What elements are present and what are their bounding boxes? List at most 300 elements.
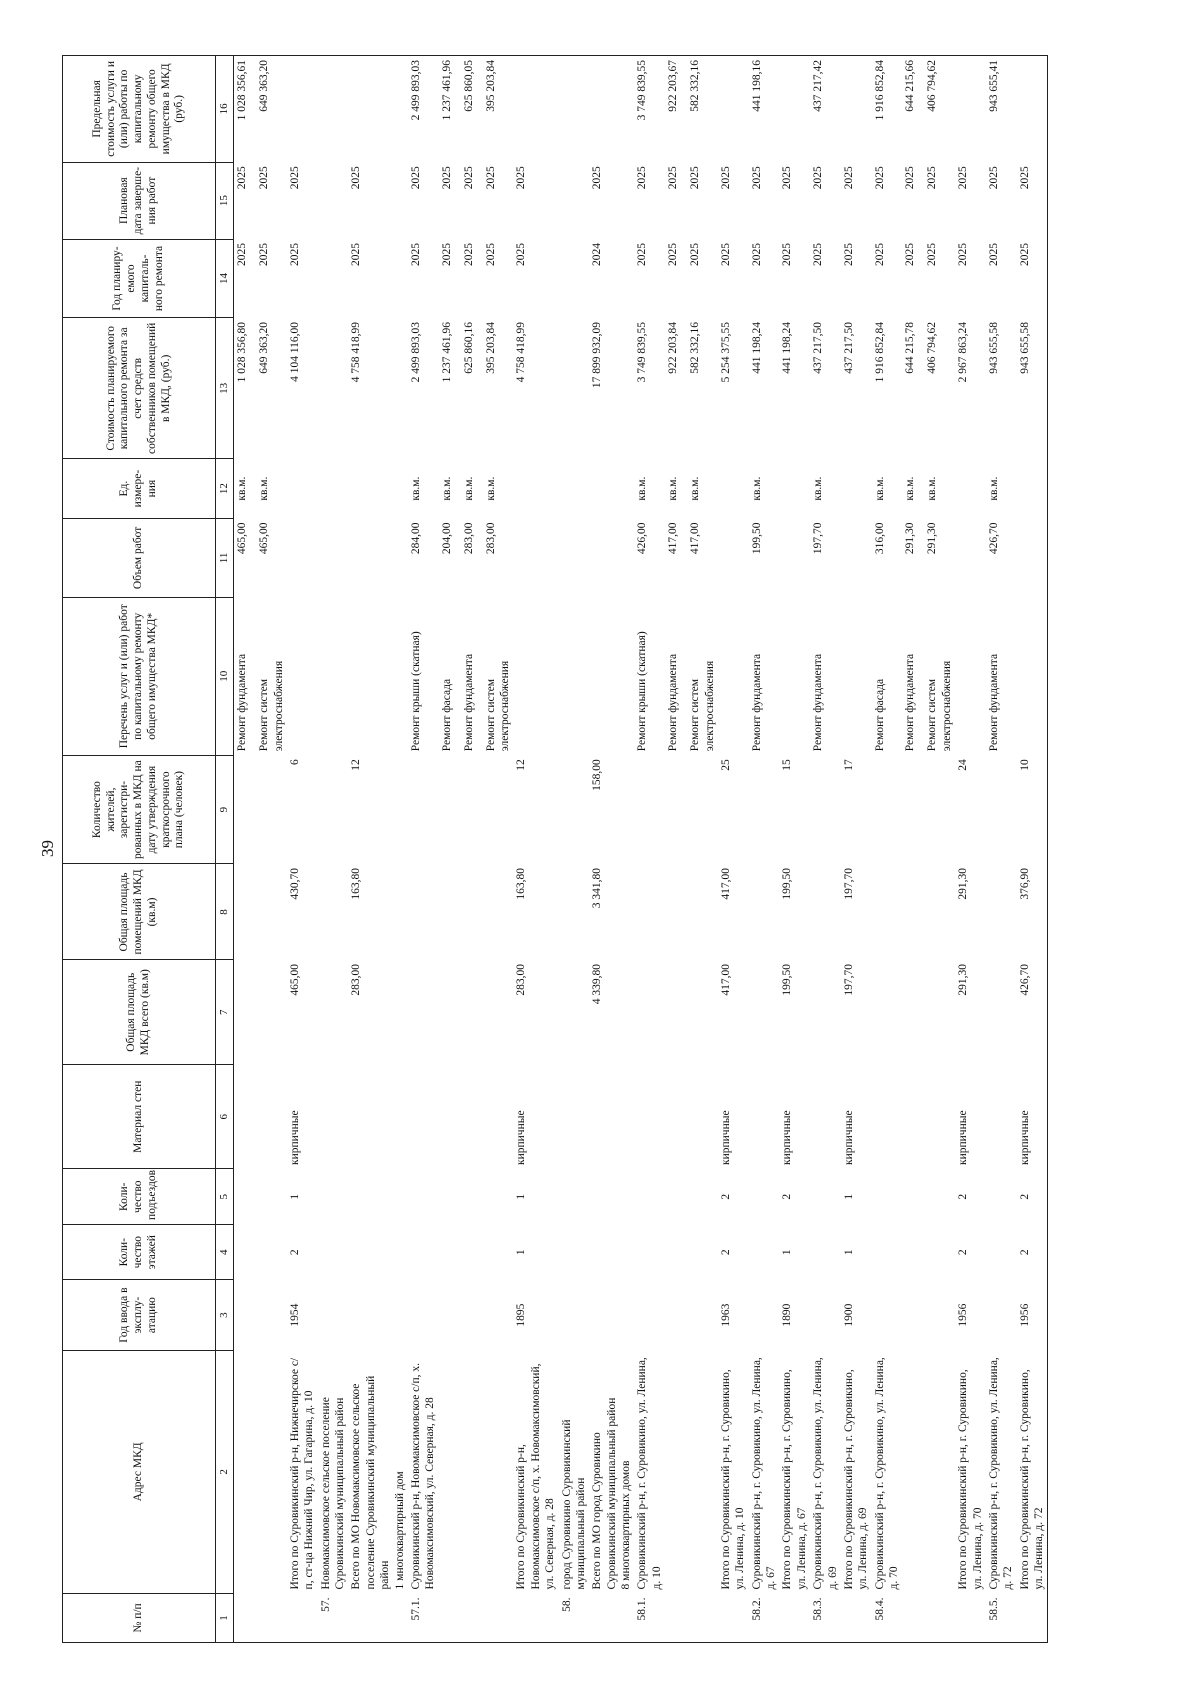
table-cell: 58. — [559, 1593, 590, 1642]
table-cell — [924, 1280, 955, 1350]
table-row — [665, 56, 687, 1643]
table-cell: кирпичные — [957, 1110, 970, 1165]
table-cell: кв.м. — [636, 476, 649, 501]
table-cell: 2025 — [462, 166, 475, 190]
table-cell: 2 — [957, 1249, 970, 1256]
table-cell: кв.м. — [258, 476, 271, 501]
table-cell: Суровикинский р-н, г. Суровикино, ул. Ленина, д. 67 — [750, 1357, 778, 1590]
table-cell — [902, 755, 924, 864]
table-cell — [902, 864, 924, 960]
table-row — [483, 56, 514, 1643]
table-cell — [559, 864, 590, 960]
table-cell — [348, 1280, 408, 1350]
table-cell: 1954 — [288, 1303, 301, 1327]
table-cell: 2025 — [440, 243, 453, 267]
table-row — [872, 56, 903, 1643]
table-cell — [810, 864, 841, 960]
table-cell — [559, 518, 590, 597]
table-cell — [955, 459, 986, 519]
table-cell: Новомаксимовское сельское поселение Суровикинский муниципальный район — [319, 1397, 347, 1590]
table-cell — [348, 518, 408, 597]
table-cell: 2025 — [288, 166, 301, 190]
table-cell — [810, 1224, 841, 1279]
table-cell: 465,00 — [288, 963, 301, 996]
table-cell — [348, 56, 408, 163]
table-cell: Итого по Суровикинский р-н, г. Суровикино, ул. Ленина, д. 69 — [842, 1369, 870, 1590]
column-header: Коли-чество подъездов — [63, 1169, 216, 1224]
table-cell: 1 — [288, 1193, 301, 1200]
column-header: Общая площадь помещений МКД (кв.м) — [63, 864, 216, 960]
table-cell: Итого по Суровикинский р-н, г. Суровикино, ул. Ленина, д. 72 — [1017, 1350, 1048, 1593]
column-header: Объем работ — [63, 518, 216, 597]
table-row — [318, 56, 349, 1643]
table-cell: 199,50 — [750, 522, 763, 555]
table-cell — [483, 1593, 514, 1642]
table-cell — [924, 1593, 955, 1642]
table-cell — [318, 56, 349, 163]
table-cell — [408, 1224, 439, 1279]
table-cell — [439, 864, 461, 960]
table-cell — [687, 1224, 718, 1279]
table-cell: 199,50 — [781, 867, 794, 900]
table-cell — [749, 755, 780, 864]
column-header: Адрес МКД — [63, 1350, 216, 1593]
table-cell — [779, 597, 810, 755]
table-cell: 2025 — [812, 243, 825, 267]
table-cell: 3 749 839,55 — [634, 56, 665, 163]
table-cell — [986, 1169, 1017, 1224]
table-cell: 1 — [515, 1193, 528, 1200]
table-cell — [408, 1169, 439, 1224]
table-cell — [589, 1224, 634, 1279]
table-cell: 922 203,67 — [665, 56, 687, 163]
table-cell: город Суровикино Суровикинский муниципальный район — [560, 1419, 587, 1590]
table-cell — [483, 1064, 514, 1169]
table-cell — [483, 755, 514, 864]
column-number: 13 — [216, 318, 234, 459]
column-number: 4 — [216, 1224, 234, 1279]
table-cell — [408, 1280, 439, 1350]
table-row — [634, 56, 665, 1643]
table-cell — [439, 1169, 461, 1224]
table-cell: 199,50 — [781, 963, 794, 996]
table-cell — [924, 960, 955, 1065]
table-cell: 291,30 — [957, 867, 970, 900]
table-cell: Итого по Суровикинский р-н, г. Суровикино, ул. Ленина, д. 67 — [781, 1369, 808, 1590]
table-cell: 17 899 932,09 — [591, 321, 604, 389]
table-cell: 316,00 — [873, 522, 886, 555]
table-cell: 2025 — [288, 243, 301, 267]
table-row — [986, 56, 1017, 1643]
table-cell: Итого по Суровикинский р-н, Нижнечирское с/п, ст-ца Нижний Чир, ул. Гагарина, д. 10 — [288, 1357, 316, 1590]
table-cell — [687, 755, 718, 864]
table-cell — [1017, 518, 1048, 597]
table-cell: 2 — [288, 1249, 301, 1256]
table-cell — [408, 960, 439, 1065]
table-cell — [955, 56, 986, 163]
table-cell: Ремонт фундамента — [904, 653, 917, 752]
table-cell: кирпичные — [719, 1110, 732, 1165]
table-cell: кв.м. — [689, 476, 702, 501]
table-cell — [559, 318, 590, 459]
table-cell — [749, 864, 780, 960]
table-row — [810, 56, 841, 1643]
table-cell — [810, 755, 841, 864]
table-cell: 2025 — [462, 243, 475, 267]
table-cell — [559, 459, 590, 519]
column-number: 8 — [216, 864, 234, 960]
table-cell — [348, 597, 408, 755]
table-cell — [687, 960, 718, 1065]
table-cell: 1956 — [957, 1303, 970, 1327]
table-cell: 2024 — [591, 243, 604, 267]
table-cell: 163,80 — [515, 867, 528, 900]
table-cell: 2025 — [636, 243, 649, 267]
table-cell — [234, 1593, 257, 1642]
table-cell: 197,70 — [842, 867, 855, 900]
table-cell — [634, 1280, 665, 1350]
table-cell — [902, 1224, 924, 1279]
table-cell: 625 860,05 — [461, 56, 483, 163]
table-cell — [318, 1224, 349, 1279]
column-header: Общая площадь МКД всего (кв.м) — [63, 960, 216, 1065]
table-cell — [348, 1224, 408, 1279]
table-cell — [902, 1280, 924, 1350]
table-cell: 426,70 — [1017, 960, 1048, 1065]
table-cell — [841, 597, 872, 755]
table-cell: 2025 — [904, 166, 917, 190]
table-cell: кирпичные — [781, 1110, 794, 1165]
table-cell: 2 — [1017, 1169, 1048, 1224]
table-cell — [348, 459, 408, 519]
column-number: 1 — [216, 1593, 234, 1642]
table-cell: 2025 — [719, 243, 732, 267]
table-cell: 2 499 893,03 — [408, 56, 439, 163]
table-cell: 1 — [515, 1249, 528, 1256]
column-number: 10 — [216, 597, 234, 755]
table-cell — [872, 1169, 903, 1224]
table-cell: Ремонт систем электроснабжения — [484, 660, 512, 752]
table-cell: 2025 — [636, 166, 649, 190]
table-cell: 1 916 852,84 — [872, 56, 903, 163]
table-cell: 406 794,62 — [924, 56, 955, 163]
table-cell — [589, 1064, 634, 1169]
table-row — [902, 56, 924, 1643]
table-cell: 4 104 116,00 — [288, 321, 301, 382]
table-cell: 4 339,80 — [591, 963, 604, 1005]
table-cell: 2025 — [667, 243, 680, 267]
table-cell: кв.м. — [873, 476, 886, 501]
table-cell — [234, 960, 257, 1065]
table-cell: 644 215,66 — [902, 56, 924, 163]
table-cell: 12 — [350, 759, 363, 771]
table-cell: 2 499 893,03 — [409, 321, 422, 383]
table-cell — [439, 1350, 461, 1593]
table-cell: 1 — [781, 1249, 794, 1256]
table-cell — [287, 56, 318, 163]
table-cell: 1956 — [1017, 1280, 1048, 1350]
table-cell — [461, 1593, 483, 1642]
table-cell: 2025 — [591, 166, 604, 190]
table-row — [687, 56, 718, 1643]
table-cell: 943 655,58 — [1017, 318, 1048, 459]
table-cell — [461, 1350, 483, 1593]
column-number: 15 — [216, 162, 234, 239]
table-cell — [634, 755, 665, 864]
table-cell — [665, 1064, 687, 1169]
table-cell: 2025 — [258, 166, 271, 190]
table-cell — [986, 864, 1017, 960]
table-cell: 204,00 — [440, 522, 453, 555]
table-cell — [483, 960, 514, 1065]
table-cell — [779, 459, 810, 519]
table-cell: 2025 — [812, 166, 825, 190]
table-cell: Ремонт фундамента — [812, 653, 825, 752]
table-cell — [513, 597, 558, 755]
table-cell — [513, 518, 558, 597]
table-cell: 2025 — [258, 243, 271, 267]
table-cell: Ремонт систем электроснабжения — [689, 660, 716, 752]
table-cell: 441 198,16 — [749, 56, 780, 163]
table-cell: 2025 — [842, 243, 855, 267]
table-cell: 2025 — [842, 166, 855, 190]
table-row — [955, 56, 986, 1643]
column-header: Год планиру-емого капиталь-ного ремонта — [63, 239, 216, 318]
table-cell: 197,70 — [842, 963, 855, 996]
table-cell: 3 749 839,55 — [636, 321, 649, 383]
table-cell — [872, 1280, 903, 1350]
column-number: 11 — [216, 518, 234, 597]
page-number: 39 — [38, 840, 57, 857]
table-cell: 24 — [957, 759, 970, 771]
table-cell — [559, 56, 590, 163]
table-cell — [749, 1280, 780, 1350]
table-cell — [1017, 597, 1048, 755]
table-cell — [749, 960, 780, 1065]
table-cell: 2025 — [926, 166, 939, 190]
table-row — [461, 56, 483, 1643]
table-cell — [986, 1064, 1017, 1169]
table-cell — [513, 1593, 558, 1642]
table-cell: 58.2. — [749, 1593, 780, 1642]
table-cell: 625 860,16 — [462, 321, 475, 374]
table-cell: 649 363,20 — [258, 321, 271, 374]
table-row — [589, 56, 634, 1643]
table-cell: 649 363,20 — [256, 56, 287, 163]
table-cell: Ремонт фасада — [440, 678, 453, 752]
table-cell — [924, 1169, 955, 1224]
table-cell: 6 — [288, 759, 301, 765]
table-cell — [559, 1224, 590, 1279]
table-cell: 284,00 — [409, 522, 422, 555]
table-cell — [256, 960, 287, 1065]
table-cell: 2025 — [873, 166, 886, 190]
table-cell — [665, 1169, 687, 1224]
table-cell — [589, 1169, 634, 1224]
table-cell: 437 217,50 — [842, 321, 855, 374]
table-cell — [318, 1169, 349, 1224]
table-cell — [872, 1064, 903, 1169]
table-cell — [234, 864, 257, 960]
table-header — [63, 56, 234, 1643]
table-cell — [902, 960, 924, 1065]
column-header: Перечень услуг и (или) работ по капитальному ремонту общего имущества МКД* — [63, 597, 216, 755]
table-cell: Суровикинский р-н, Новомаксимовское с/п, х. Новомаксимовский, ул. Северная, д. 28 — [409, 1362, 437, 1590]
table-cell — [718, 1593, 749, 1642]
table-cell — [749, 1064, 780, 1169]
table-cell: кв.м. — [987, 476, 1000, 501]
table-cell: 15 — [781, 759, 794, 771]
table-cell: 1 237 461,96 — [439, 56, 461, 163]
table-cell — [439, 960, 461, 1065]
table-cell: 2 967 863,24 — [957, 321, 970, 383]
table-cell: 17 — [842, 759, 855, 771]
table-cell — [718, 459, 749, 519]
table-cell: 2025 — [484, 166, 497, 190]
table-row — [924, 56, 955, 1643]
table-cell — [589, 1280, 634, 1350]
table-cell — [718, 518, 749, 597]
table-cell — [256, 755, 287, 864]
table-cell: Всего по МО Новомаксимовское сельское поселение Суровикинский муниципальный район 1 многоквартирный дом — [350, 1375, 406, 1590]
table-cell: 2025 — [750, 166, 763, 190]
table-cell: 2025 — [750, 243, 763, 267]
column-number: 16 — [216, 56, 234, 163]
table-row — [256, 56, 287, 1643]
table-cell — [318, 597, 349, 755]
table-cell: 2025 — [236, 166, 249, 190]
table-cell — [986, 755, 1017, 864]
table-cell: кв.м. — [926, 476, 939, 501]
table-cell: кв.м. — [812, 476, 825, 501]
table-cell: 2025 — [781, 166, 794, 190]
table-cell — [841, 56, 872, 163]
table-cell: 12 — [515, 759, 528, 771]
table-cell — [483, 1169, 514, 1224]
table-cell: 2025 — [484, 243, 497, 267]
table-cell: 406 794,62 — [926, 321, 939, 374]
table-cell: 2 — [719, 1249, 732, 1256]
table-cell: 582 332,16 — [687, 56, 718, 163]
table-row — [234, 56, 257, 1643]
table-cell — [461, 755, 483, 864]
table-cell — [718, 597, 749, 755]
table-cell: 943 655,58 — [987, 321, 1000, 374]
table-cell — [665, 1224, 687, 1279]
table-cell — [559, 1064, 590, 1169]
table-cell — [256, 1064, 287, 1169]
table-cell — [589, 597, 634, 755]
table-row — [408, 56, 439, 1643]
table-cell: 430,70 — [288, 867, 301, 900]
table-cell: Ремонт фундамента — [462, 653, 475, 752]
table-cell: 158,00 — [591, 759, 604, 791]
table-cell — [902, 1064, 924, 1169]
table-cell — [513, 56, 558, 163]
table-cell — [287, 459, 318, 519]
table-cell — [902, 1350, 924, 1593]
table-cell: 1 237 461,96 — [440, 321, 453, 383]
table-cell — [408, 864, 439, 960]
table-cell — [439, 1224, 461, 1279]
table-cell — [318, 318, 349, 459]
table-cell — [439, 755, 461, 864]
table-cell: Ремонт фундамента — [236, 653, 249, 752]
table-cell — [234, 1350, 257, 1593]
table-cell: Итого по Суровикинский р-н, г. Суровикино, ул. Ленина, д. 10 — [719, 1369, 747, 1590]
table-cell — [779, 518, 810, 597]
table-cell — [986, 1224, 1017, 1279]
table-cell — [256, 1169, 287, 1224]
table-cell — [687, 864, 718, 960]
table-cell — [461, 1280, 483, 1350]
table-cell — [348, 1169, 408, 1224]
table-cell — [841, 518, 872, 597]
capital-repair-table — [62, 55, 1048, 1643]
table-cell: 2025 — [957, 243, 970, 267]
table-cell — [986, 1280, 1017, 1350]
table-cell — [955, 518, 986, 597]
table-cell — [810, 960, 841, 1065]
table-cell — [234, 1064, 257, 1169]
column-header: Количество жителей, зарегистри-рованных в МКД на дату утверждения краткосрочного плана (человек) — [63, 755, 216, 864]
table-cell — [687, 1064, 718, 1169]
table-cell — [589, 518, 634, 597]
table-cell: 2025 — [515, 166, 528, 190]
table-cell — [483, 864, 514, 960]
table-cell: 57.1. — [408, 1593, 439, 1642]
table-cell — [634, 960, 665, 1065]
column-number: 14 — [216, 239, 234, 318]
column-header: Стоимость планируемого капитального ремонта за счет средств собственников помещений в МКД, (руб.) — [63, 318, 216, 459]
column-header: Плановая дата заверше-ния работ — [63, 162, 216, 239]
table-cell — [318, 960, 349, 1065]
table-cell: 922 203,84 — [667, 321, 680, 374]
table-cell: 2025 — [873, 243, 886, 267]
table-cell: 1963 — [719, 1303, 732, 1327]
table-cell — [559, 162, 590, 239]
column-header: Ед. измере-ния — [63, 459, 216, 519]
table-cell — [318, 1064, 349, 1169]
table-cell: 291,30 — [926, 522, 939, 555]
table-cell — [665, 1280, 687, 1350]
table-cell — [841, 459, 872, 519]
table-cell — [872, 755, 903, 864]
table-cell: 2 — [1017, 1224, 1048, 1279]
table-cell: 25 — [719, 759, 732, 771]
column-number: 6 — [216, 1064, 234, 1169]
column-number: 7 — [216, 960, 234, 1065]
table-cell: кв.м. — [236, 476, 249, 501]
table-cell: 3 341,80 — [591, 867, 604, 909]
table-cell — [483, 1280, 514, 1350]
table-cell — [318, 162, 349, 239]
table-cell: 582 332,16 — [689, 321, 702, 374]
table-cell: кирпичные — [515, 1110, 528, 1165]
table-cell — [234, 1169, 257, 1224]
table-row — [439, 56, 461, 1643]
table-cell — [810, 1280, 841, 1350]
table-cell — [1017, 459, 1048, 519]
table-cell — [841, 1593, 872, 1642]
table-cell — [872, 960, 903, 1065]
table-cell — [872, 1224, 903, 1279]
table-cell — [483, 1224, 514, 1279]
table-cell — [665, 864, 687, 960]
table-cell: 1 028 356,80 — [236, 321, 249, 383]
table-cell: 2025 — [689, 166, 702, 190]
table-cell — [687, 1593, 718, 1642]
